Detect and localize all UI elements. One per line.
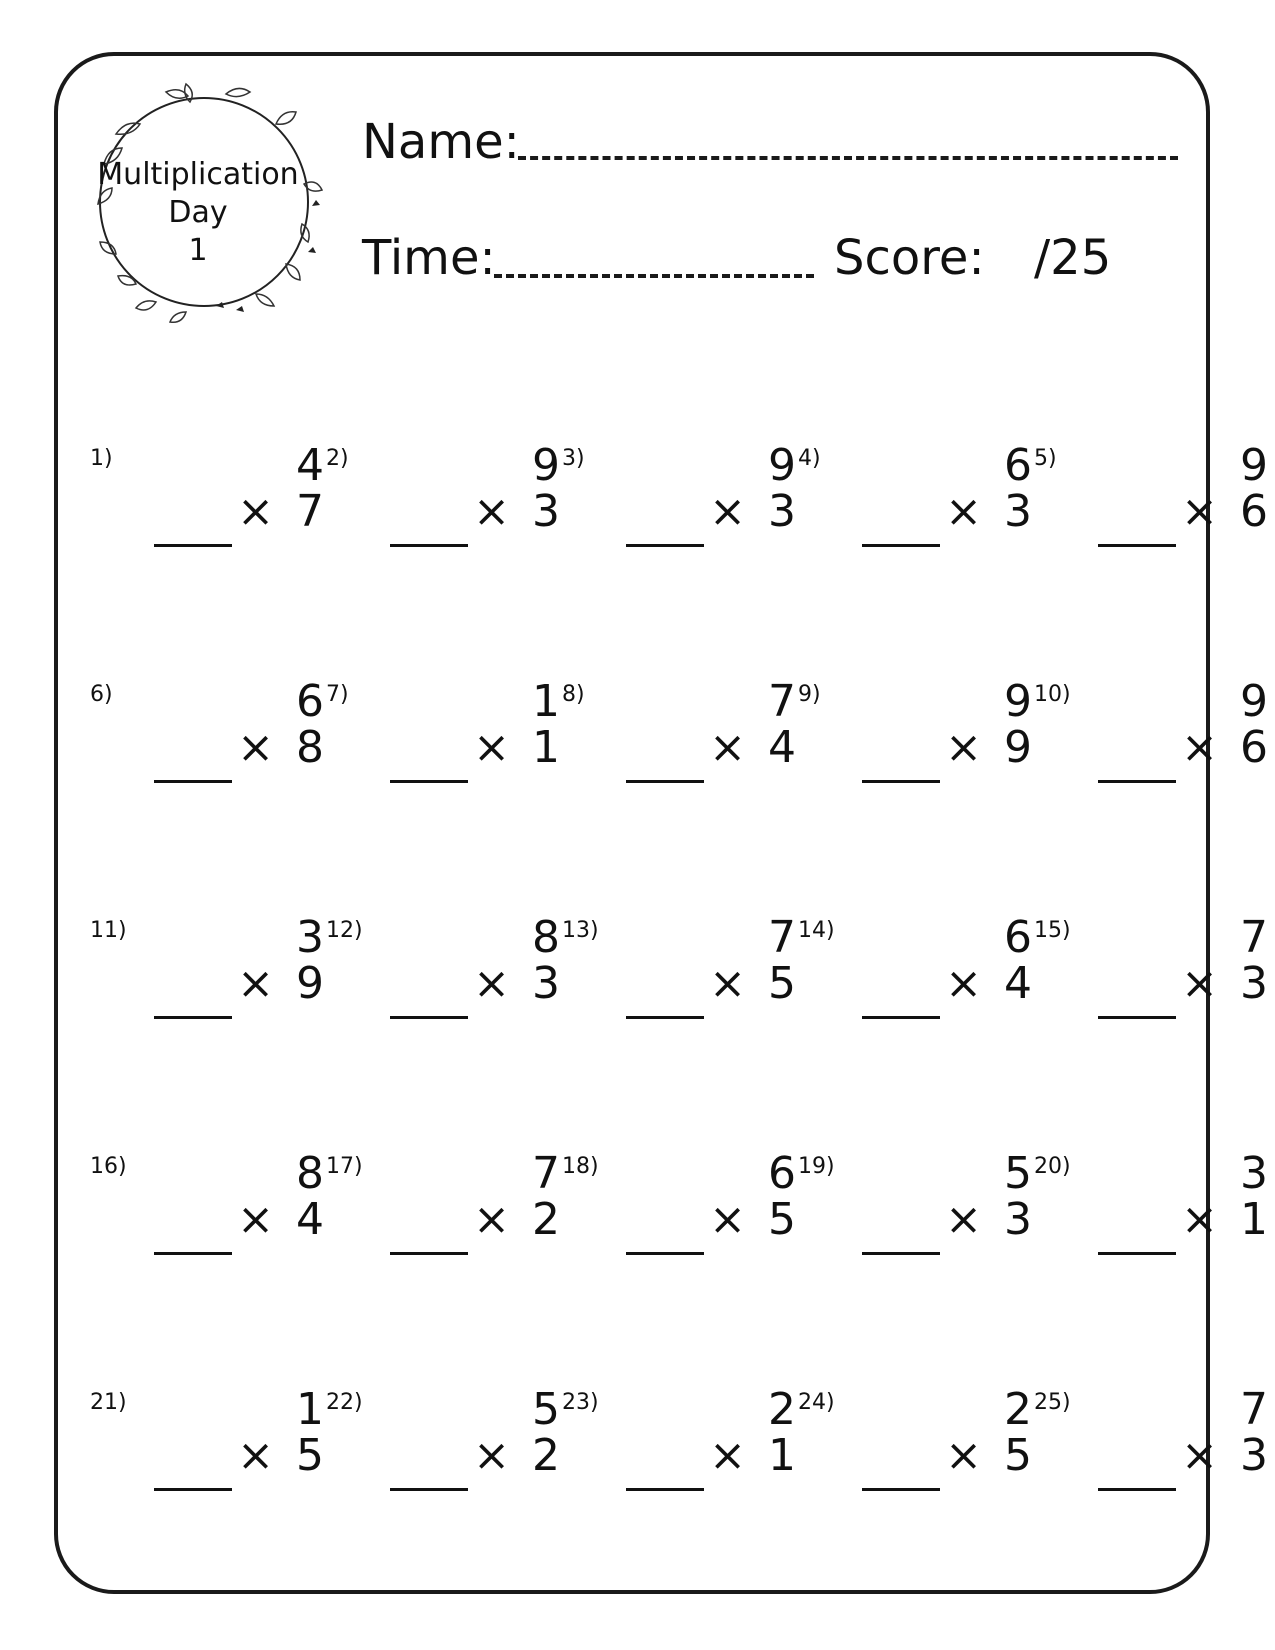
answer-line[interactable] [626,780,704,783]
problem-bottom-operand [622,724,796,772]
problem-bottom-value: 3 [1240,958,1268,1009]
name-label: Name: [362,114,520,170]
problem-bottom-operand [150,488,324,536]
problem-bottom-operand [1094,1432,1268,1480]
problem-bottom-operand [1094,1196,1268,1244]
problem-number: 23) [562,1390,599,1415]
problem-number: 3) [562,446,585,471]
problem-number: 18) [562,1154,599,1179]
problem-bottom-value: 5 [768,958,796,1009]
multiply-sign: × [1181,722,1218,773]
problem-number: 16) [90,1154,127,1179]
problem-number: 10) [1034,682,1071,707]
answer-line[interactable] [390,1252,468,1255]
name-line[interactable] [518,156,1178,160]
problem-top-operand: 6 [1004,912,1032,963]
answer-line[interactable] [626,1016,704,1019]
problem-top-operand: 9 [1240,440,1268,491]
multiply-sign: × [1181,486,1218,537]
time-line[interactable] [494,274,814,278]
problem-top-operand: 2 [768,1384,796,1435]
answer-line[interactable] [1098,544,1176,547]
problem-top-operand: 9 [768,440,796,491]
problem-bottom-operand [1094,488,1268,536]
problem-bottom-value: 7 [296,486,324,537]
answer-line[interactable] [154,1488,232,1491]
problem-top-operand: 7 [768,676,796,727]
multiply-sign: × [1181,1194,1218,1245]
multiply-sign: × [1181,1430,1218,1481]
problem-number: 19) [798,1154,835,1179]
problem-bottom-value: 3 [532,958,560,1009]
problem-bottom-value: 3 [1004,1194,1032,1245]
answer-line[interactable] [390,1016,468,1019]
problem-top-operand: 6 [768,1148,796,1199]
problem-bottom-value: 4 [1004,958,1032,1009]
problem-top-operand: 8 [296,1148,324,1199]
answer-line[interactable] [626,544,704,547]
problem-bottom-operand [622,960,796,1008]
problem-bottom-operand [1094,960,1268,1008]
problem-top-operand: 3 [296,912,324,963]
multiply-sign: × [237,486,274,537]
answer-line[interactable] [1098,1016,1176,1019]
problem-bottom-value: 4 [296,1194,324,1245]
problem-bottom-value: 9 [296,958,324,1009]
problem-bottom-operand [150,960,324,1008]
multiply-sign: × [237,722,274,773]
answer-line[interactable] [1098,1488,1176,1491]
multiply-sign: × [709,722,746,773]
problem-top-operand: 2 [1004,1384,1032,1435]
multiply-sign: × [709,958,746,1009]
problem-top-operand: 9 [532,440,560,491]
time-label: Time: [362,230,496,286]
problem-bottom-operand [150,724,324,772]
multiply-sign: × [945,1430,982,1481]
problem-number: 4) [798,446,821,471]
multiply-sign: × [473,958,510,1009]
answer-line[interactable] [862,780,940,783]
problem-bottom-value: 3 [768,486,796,537]
problem-bottom-operand [622,488,796,536]
problem-top-operand: 1 [532,676,560,727]
answer-line[interactable] [862,1488,940,1491]
problem-number: 11) [90,918,127,943]
problem-bottom-value: 4 [768,722,796,773]
answer-line[interactable] [1098,780,1176,783]
problem-number: 20) [1034,1154,1071,1179]
problem-bottom-operand [386,960,560,1008]
answer-line[interactable] [154,1016,232,1019]
multiply-sign: × [1181,958,1218,1009]
problem-bottom-value: 1 [768,1430,796,1481]
title-line-1: Multiplication [97,157,299,192]
problem-bottom-operand [858,488,1032,536]
problem-number: 13) [562,918,599,943]
problem-bottom-value: 3 [1240,1430,1268,1481]
multiply-sign: × [945,1194,982,1245]
problem-top-operand: 6 [296,676,324,727]
multiply-sign: × [473,1430,510,1481]
problem-bottom-value: 5 [768,1194,796,1245]
problem-bottom-operand [150,1432,324,1480]
problem-bottom-operand [858,1432,1032,1480]
problem-top-operand: 4 [296,440,324,491]
problem-bottom-value: 2 [532,1194,560,1245]
answer-line[interactable] [626,1252,704,1255]
problem-bottom-value: 3 [532,486,560,537]
problem-number: 17) [326,1154,363,1179]
problem-number: 12) [326,918,363,943]
problem-bottom-operand [858,724,1032,772]
multiply-sign: × [237,958,274,1009]
answer-line[interactable] [626,1488,704,1491]
problem-bottom-operand [386,488,560,536]
multiply-sign: × [709,1194,746,1245]
multiply-sign: × [473,722,510,773]
problem-top-operand: 9 [1004,676,1032,727]
problem-top-operand: 7 [1240,912,1268,963]
score-total: /25 [1034,230,1112,286]
problem-number: 25) [1034,1390,1071,1415]
multiply-sign: × [473,486,510,537]
problem-bottom-operand [1094,724,1268,772]
multiply-sign: × [709,1430,746,1481]
answer-line[interactable] [862,1016,940,1019]
problem-bottom-value: 2 [532,1430,560,1481]
problem-bottom-operand [622,1432,796,1480]
problem-bottom-operand [622,1196,796,1244]
problem-bottom-operand [858,1196,1032,1244]
multiply-sign: × [945,486,982,537]
multiply-sign: × [709,486,746,537]
problem-top-operand: 1 [296,1384,324,1435]
problem-top-operand: 9 [1240,676,1268,727]
problem-number: 22) [326,1390,363,1415]
problem-bottom-value: 5 [296,1430,324,1481]
problem-top-operand: 5 [532,1384,560,1435]
multiply-sign: × [945,722,982,773]
problem-top-operand: 7 [768,912,796,963]
problem-number: 1) [90,446,113,471]
problem-bottom-value: 5 [1004,1430,1032,1481]
answer-line[interactable] [862,1252,940,1255]
problem-bottom-value: 8 [296,722,324,773]
answer-line[interactable] [862,544,940,547]
answer-line[interactable] [390,544,468,547]
problem-top-operand: 5 [1004,1148,1032,1199]
problem-number: 14) [798,918,835,943]
title-line-2: Day [168,195,228,230]
problem-bottom-operand [858,960,1032,1008]
problem-bottom-value: 6 [1240,722,1268,773]
multiply-sign: × [945,958,982,1009]
problem-bottom-value: 1 [1240,1194,1268,1245]
problem-number: 9) [798,682,821,707]
problem-number: 8) [562,682,585,707]
problem-number: 5) [1034,446,1057,471]
answer-line[interactable] [154,1252,232,1255]
problem-number: 7) [326,682,349,707]
problem-number: 2) [326,446,349,471]
problem-top-operand: 7 [1240,1384,1268,1435]
answer-line[interactable] [1098,1252,1176,1255]
problem-bottom-operand [150,1196,324,1244]
problem-bottom-value: 6 [1240,486,1268,537]
problem-bottom-operand [386,1196,560,1244]
problem-bottom-value: 1 [532,722,560,773]
answer-line[interactable] [154,780,232,783]
score-label: Score: [834,230,985,286]
multiply-sign: × [473,1194,510,1245]
answer-line[interactable] [154,544,232,547]
problem-top-operand: 8 [532,912,560,963]
problem-number: 21) [90,1390,127,1415]
answer-line[interactable] [390,1488,468,1491]
problem-number: 24) [798,1390,835,1415]
problem-top-operand: 3 [1240,1148,1268,1199]
multiply-sign: × [237,1194,274,1245]
problem-top-operand: 7 [532,1148,560,1199]
problem-bottom-value: 3 [1004,486,1032,537]
problem-bottom-operand [386,1432,560,1480]
problem-number: 6) [90,682,113,707]
problem-bottom-value: 9 [1004,722,1032,773]
problem-bottom-operand [386,724,560,772]
answer-line[interactable] [390,780,468,783]
title-line-3: 1 [188,233,208,268]
multiply-sign: × [237,1430,274,1481]
problem-top-operand: 6 [1004,440,1032,491]
problem-number: 15) [1034,918,1071,943]
